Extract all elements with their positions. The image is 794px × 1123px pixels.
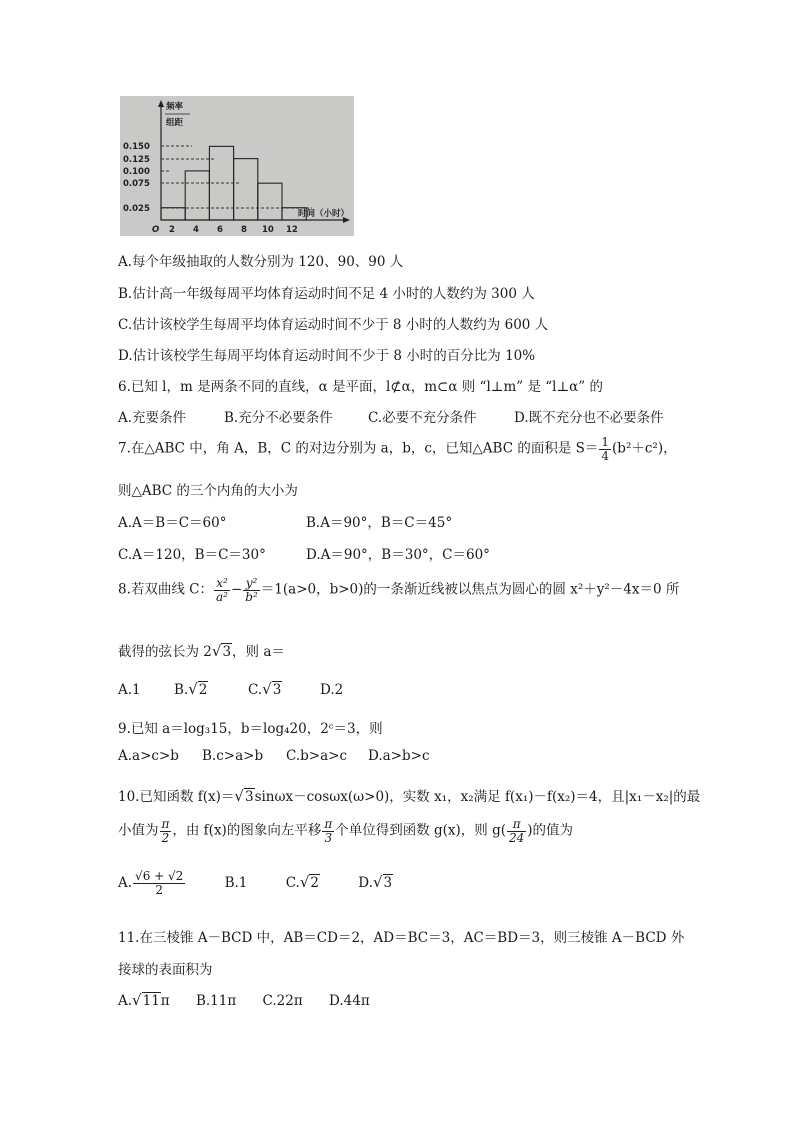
- y-axis-arrow: [158, 100, 164, 107]
- q7-option-b: B.A＝90°，B＝C＝45°: [306, 515, 453, 531]
- ytick-label: 0.150: [123, 142, 150, 152]
- q9-option-d: D.a>b>c: [368, 748, 430, 764]
- q7-frac-den: 4: [601, 448, 610, 463]
- q11-option-b: B.11π: [195, 993, 237, 1009]
- q10-option-c: C.√2: [285, 872, 319, 891]
- q8-stem: [118, 577, 679, 603]
- origin-label: O: [152, 225, 160, 235]
- histogram-bar: [185, 171, 209, 220]
- q10-option-b: B.1: [224, 874, 248, 891]
- q9-stem: 9.已知 a＝log₃15，b＝log₄20，2ᶜ＝3，则: [118, 721, 383, 737]
- q8-option-c: C.√3: [248, 680, 282, 698]
- q5-option-b: B.估计高一年级每周平均体育运动时间不足 4 小时的人数约为 300 人: [118, 286, 535, 302]
- ytick-label: 0.125: [123, 155, 150, 165]
- q5-option-a: A.每个年级抽取的人数分别为 120、90、90 人: [118, 254, 404, 270]
- q8-stem-text-a: 8.若双曲线 C：: [118, 581, 214, 598]
- q9-option-c: C.b>a>c: [286, 748, 348, 764]
- ylabel-bottom: 组距: [166, 118, 184, 128]
- q11-stem: 11.在三棱锥 A－BCD 中，AB＝CD＝2，AD＝BC＝3，AC＝BD＝3，则三棱锥 A－BCD 外: [118, 930, 685, 946]
- q7-option-a: A.A＝B＝C＝60°: [118, 515, 227, 531]
- q7-option-c: C.A＝120，B＝C＝30°: [118, 547, 266, 563]
- q10-option-a: A. $\frac{√6 + √2}{2}$: [118, 869, 184, 897]
- histogram-svg: [120, 96, 354, 236]
- xtick-label: 4: [193, 225, 199, 235]
- q8-frac-y-den: b²: [245, 589, 258, 604]
- q8-fraction-x: [214, 577, 230, 603]
- q8-stem-text-b: ＝1(a>0，b>0)的一条渐近线被以焦点为圆心的圆 x²＋y²－4x＝0 所: [260, 581, 680, 598]
- xtick-label: 2: [169, 225, 175, 235]
- ytick-label: 0.100: [123, 167, 150, 177]
- q10-stem-line2: 小值为 $\frac{\pi}{2}$ ，由 f(x)的图象向左平移 $\frac{\pi}{3}$ 个单位得到函数 g(x)，则 g( $\frac{\pi}{24}$ )的值为: [118, 817, 574, 845]
- q8-frac-y-num: y²: [243, 577, 260, 591]
- q10-stem-text-a: 10.已知函数 f(x)＝: [118, 789, 235, 805]
- q8-option-d: D.2: [320, 682, 344, 698]
- q10-stem: [118, 785, 700, 805]
- q7-stem-text-a: 7.在△ABC 中，角 A，B，C 的对边分别为 a，b，c，已知△ABC 的面积是 S＝: [118, 440, 599, 457]
- xtick-label: 10: [262, 225, 274, 235]
- q9-option-b: B.c>a>b: [202, 748, 264, 764]
- histogram-bar: [161, 208, 185, 220]
- q8-stem-line2: [118, 640, 285, 660]
- q8-fraction-y: [243, 577, 260, 603]
- q7-stem-line2: 则△ABC 的三个内角的大小为: [118, 483, 298, 499]
- q10-sqrt: √3: [234, 787, 254, 805]
- q5-option-d: D.估计该校学生每周平均体育运动时间不少于 8 小时的百分比为 10%: [118, 348, 536, 364]
- q9-option-a: A.a>c>b: [118, 748, 179, 764]
- ytick-label: 0.075: [123, 179, 150, 189]
- q6-option-c: C.必要不充分条件: [368, 410, 477, 426]
- q6-option-d: D.既不充分也不必要条件: [514, 410, 664, 426]
- histogram-bar: [258, 183, 282, 220]
- q8-frac-x-den: a²: [216, 589, 228, 604]
- xtick-label: 6: [217, 225, 223, 235]
- q11-stem-line2: 接球的表面积为: [118, 962, 213, 978]
- q6-stem: 6.已知 l，m 是两条不同的直线，α 是平面，l⊄α，m⊂α 则 “l⊥m” 是 “l⊥α” 的: [118, 379, 603, 395]
- xtick-label: 12: [286, 225, 298, 235]
- q6-option-b: B.充分不必要条件: [224, 410, 333, 426]
- q10-stem-text-b: sinωx－cosωx(ω>0)，实数 x₁，x₂满足 f(x₁)－f(x₂)＝4，且|x₁－x₂|的最: [254, 789, 701, 805]
- q7-stem: [118, 436, 677, 462]
- guide-lines: [161, 146, 312, 208]
- histogram-figure: [120, 96, 354, 236]
- q8-sqrt: √3: [211, 642, 232, 660]
- q11-option-d: D.44π: [329, 993, 370, 1009]
- q7-stem-text-b: (b²＋c²)，: [612, 440, 677, 457]
- q8-stem2-text-b: ，则 a＝: [232, 644, 285, 660]
- q11-option-a: A.√11π: [118, 991, 170, 1009]
- q7-fraction: [599, 436, 611, 462]
- q8-frac-x-num: x²: [214, 577, 230, 591]
- histogram-bar: [234, 159, 258, 220]
- q8-minus: −: [230, 581, 243, 598]
- q6-option-a: A.充要条件: [118, 410, 187, 426]
- ylabel-top: 频率: [166, 102, 184, 112]
- xlabel: 时间（小时）: [298, 209, 350, 219]
- q7-frac-num: 1: [601, 435, 610, 449]
- ytick-label: 0.025: [123, 204, 150, 214]
- q11-option-c: C.22π: [262, 993, 303, 1009]
- q5-option-c: C.估计该校学生每周平均体育运动时间不少于 8 小时的人数约为 600 人: [118, 317, 549, 333]
- q10-options: [118, 870, 393, 896]
- q8-option-b: B.√2: [174, 680, 208, 698]
- q10-option-d: D.√3: [358, 872, 393, 891]
- q8-option-a: A.1: [118, 682, 141, 698]
- q8-stem2-text-a: 截得的弦长为 2: [118, 644, 212, 660]
- q11-options: [118, 991, 370, 1009]
- q7-option-d: D.A＝90°，B＝30°，C＝60°: [306, 547, 490, 563]
- xtick-label: 8: [241, 225, 247, 235]
